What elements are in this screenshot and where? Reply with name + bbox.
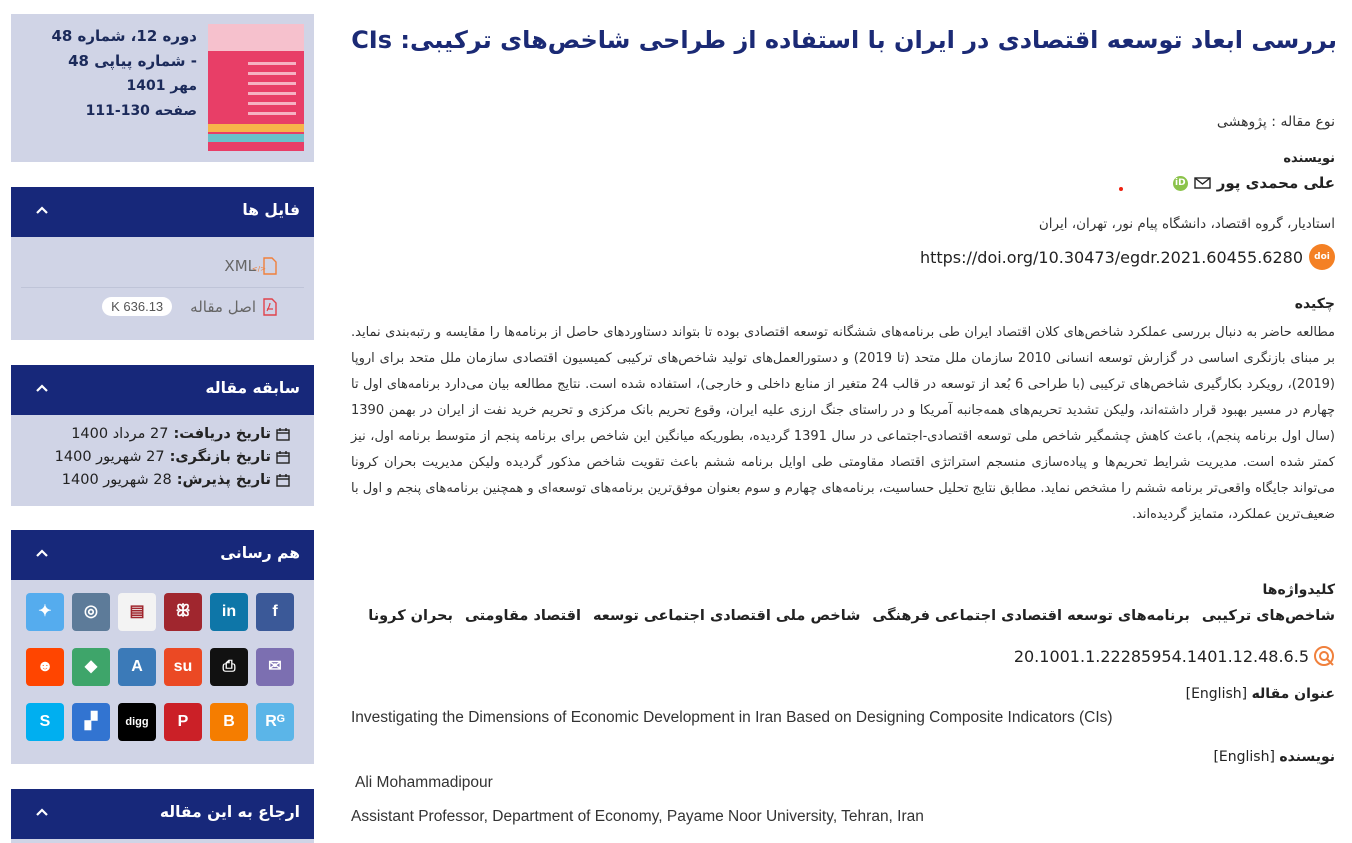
history-revised [55,449,290,465]
keyword-link[interactable]: بحران کرونا [368,608,453,624]
author-row [1173,174,1335,192]
issue-info-box [11,14,314,162]
print-icon[interactable]: ⎙ [210,648,248,686]
calendar-icon [276,427,290,441]
pdf-file-icon [262,298,278,316]
abstract-label: چکیده [1294,296,1335,312]
stumbleupon-icon[interactable]: su [164,648,202,686]
en-affiliation: Assistant Professor, Department of Economy, Payame Noor University, Tehran, Iran [351,808,924,825]
files-panel-header[interactable] [11,187,314,237]
en-title-label: عنوان مقاله [1251,686,1335,702]
digg-icon[interactable]: digg [118,703,156,741]
share-panel-title: هم رسانی [220,544,300,562]
cite-panel-body [11,839,314,843]
abstract-text: مطالعه حاضر به دنبال بررسی عملکرد شاخص‌های کلان اقتصاد ایران طی برنامه‌های ششگانه توسعه اقتصادی بوده تا بتواند دستاوردهای حاصل از برنامه‌ها را مقایسه و رتبه‌بندی نماید. بر مبنای بازنگری اساسی در گزارش توسعه انسانی 2010 سازمان ملل متحد (تا 2019) و دستورالعمل‌های تولید شاخص‌های ترکیبی کمیسیون اقتصادی سازمان ملل متحد برای اروپا (2019)، رویکرد بکارگیری شاخص‌های ترکیبی (با طراحی 6 بُعد از توسعه در قالب 24 متغیر از منابع داخلی و خارجی)، استفاده شده است. نتایج مطالعه بیان می‌دارد برنامه‌های اول تا چهارم در مسیر بهبود قرار داشته‌اند، ولیکن تشدید تحریم‌های همه‌جانبه آمریکا و در راستای جنگ ارزی علیه ایران، وقوع تحریم بانک مرکزی و تحریم خرید نفت از ایران در بهمن 1390 (سال اول برنامه پنجم)، باعث کاهش چشمگیر شاخص ملی توسعه اقتصادی-اجتماعی در سال 1391 گردیده، بطوریکه میانگین این شاخص برای برنامه پنجم از متوسط برنامه اول، نیز کمتر شده است. مدیریت شرایط تحریم‌ها و پیاده‌سازی منسجم استراتژی اقتصاد مقاومتی طی اوایل برنامه ششم باعث تقویت شاخص مذکور گردیده ولیکن مدیریت بحران کرونا می‌تواند جایگاه واقعی‌تر برنامه ششم را مشخص نماید. مطابق نتایج تحلیل حساسیت، برنامه‌های چهارم و سوم بعنوان موفق‌ترین برنامه‌های توسعه‌ای و همچنین برنامه‌های پنجم و اول با ضعیف‌ترین عملکرد، متمایز گردیده‌اند. [351,325,1335,522]
issue-details [27,24,197,124]
instapaper-icon[interactable]: ◎ [72,593,110,631]
academia-icon[interactable]: A [118,648,156,686]
history-value: 27 شهریور 1400 [54,449,165,465]
history-label: تاریخ دریافت: [173,426,271,442]
history-label: تاریخ بازنگری: [169,449,271,465]
keyword-link[interactable]: اقتصاد مقاومتی [464,608,581,624]
en-author-tag: [English] [1213,749,1275,765]
issue-volume[interactable]: دوره 12، شماره 48 [51,27,197,45]
history-received [71,426,290,442]
doi-icon: doi [1309,244,1335,270]
history-value: 27 مرداد 1400 [71,426,169,442]
facebook-icon[interactable]: f [256,593,294,631]
pdf-file-link[interactable] [102,297,278,316]
dor-code[interactable]: 20.1001.1.22285954.1401.12.48.6.5 [1013,646,1309,666]
citeulike-icon[interactable]: ▤ [118,593,156,631]
zotero-icon[interactable]: ◆ [72,648,110,686]
en-title-label-row [1186,686,1335,702]
share-panel-header[interactable] [11,530,314,580]
history-panel-title: سابقه مقاله [205,379,300,397]
twitter-icon[interactable]: ✦ [26,593,64,631]
issue-pages: صفحه 130-111 [85,103,197,119]
orcid-icon[interactable]: iD [1173,176,1188,191]
red-dot-marker [1119,187,1123,191]
keyword-link[interactable]: شاخص‌های ترکیبی [1201,608,1335,624]
xml-file-label: XML [224,257,256,275]
history-value: 28 شهریور 1400 [61,472,172,488]
chevron-up-icon[interactable] [35,205,49,215]
cite-panel-title: ارجاع به این مقاله [159,803,300,821]
keyword-link[interactable]: شاخص ملی اقتصادی اجتماعی توسعه [593,608,861,624]
delicious-icon[interactable]: ▞ [72,703,110,741]
researchgate-icon[interactable]: Rᴳ [256,703,294,741]
issue-date: مهر 1401 [126,78,197,94]
history-label: تاریخ پذیرش: [176,472,271,488]
cite-panel-header[interactable] [11,789,314,839]
keyword-link[interactable]: برنامه‌های توسعه اقتصادی اجتماعی فرهنگی [872,608,1190,624]
reddit-icon[interactable]: ☻ [26,648,64,686]
xml-file-icon [251,257,278,275]
files-panel-body [11,237,314,340]
svg-text:</>: </> [251,265,266,273]
pdf-file-label: اصل مقاله [190,297,256,316]
files-panel-title: فایل ها [242,201,300,219]
chevron-up-icon[interactable] [35,807,49,817]
chevron-up-icon[interactable] [35,548,49,558]
keywords-list [368,608,1335,624]
mendeley-icon[interactable]: ꕥ [164,593,202,631]
article-title: بررسی ابعاد توسعه اقتصادی در ایران با استفاده از طراحی شاخص‌های ترکیبی: CIs [351,26,1337,54]
calendar-icon [276,473,290,487]
pinterest-icon[interactable]: P [164,703,202,741]
chevron-up-icon[interactable] [35,383,49,393]
author-name[interactable]: علی محمدی پور [1216,174,1335,192]
keywords-label: کلیدواژه‌ها [1262,582,1335,598]
linkedin-icon[interactable]: in [210,593,248,631]
en-title-tag: [English] [1185,686,1248,702]
en-author-name[interactable]: Ali Mohammadipour [355,774,493,791]
en-author-label: نویسنده [1279,749,1335,765]
history-panel-body [11,415,314,506]
doi-link[interactable]: https://doi.org/10.30473/egdr.2021.60455.6280 [919,247,1303,267]
history-panel-header[interactable] [11,365,314,415]
en-title: Investigating the Dimensions of Economic Development in Iran Based on Designing Composite Indicators (CIs) [351,709,1113,726]
dor-icon [1313,645,1335,667]
blogger-icon[interactable]: B [210,703,248,741]
email-icon[interactable] [1194,177,1211,189]
calendar-icon [276,450,290,464]
author-affiliation: استادیار، گروه اقتصاد، دانشگاه پیام نور، تهران، ایران [1038,216,1335,232]
author-label: نویسنده [1283,151,1335,166]
share-panel-body [11,580,314,764]
dor-row [1014,645,1335,667]
email-icon[interactable]: ✉ [256,648,294,686]
issue-serial: - شماره پیاپی 48 [68,52,197,70]
article-type: نوع مقاله : پژوهشی [1216,114,1335,130]
doi-row [920,244,1335,270]
history-accepted [62,472,290,488]
xml-file-link[interactable] [224,257,278,275]
journal-cover-image[interactable] [208,24,304,151]
skype-icon[interactable]: S [26,703,64,741]
pdf-size-badge: 636.13 K [102,297,172,316]
en-author-label-row [1213,749,1335,765]
